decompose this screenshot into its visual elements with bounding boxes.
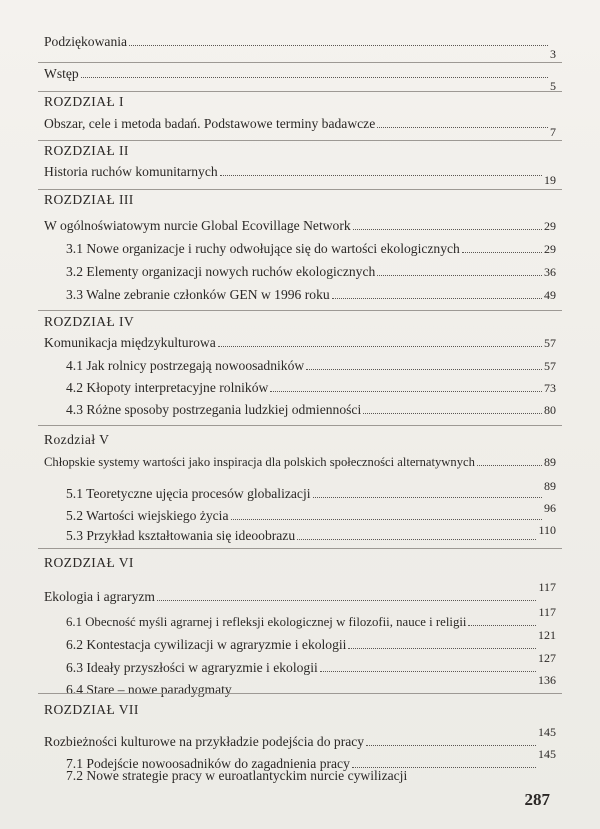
toc-entry [66, 264, 556, 280]
toc-entry-page: 145 [538, 725, 556, 739]
dot-leader [477, 465, 542, 466]
chapter-heading: Rozdział V [44, 432, 110, 447]
chapter-heading: ROZDZIAŁ I [44, 94, 124, 109]
toc-entry-title: Rozbieżności kulturowe na przykładzie podejścia do pracy [44, 734, 365, 749]
toc-entry-page: 36 [544, 265, 556, 279]
toc-entry-page: 57 [544, 359, 556, 373]
toc-entry [44, 34, 556, 61]
toc-entry [66, 380, 556, 396]
dot-leader [313, 497, 542, 498]
toc-entry-title: 7.1 Podejście nowoosadników do zagadnienia pracy [66, 756, 350, 771]
separator [38, 310, 562, 311]
toc-entry-page: 5 [550, 79, 556, 93]
toc-entry-page: 19 [544, 173, 556, 187]
separator [38, 62, 562, 63]
separator [38, 548, 562, 549]
dot-leader [220, 175, 542, 176]
toc-entry-page: 73 [544, 381, 556, 395]
toc-entry [44, 164, 556, 187]
toc-entry-title: Podziękowania [44, 34, 128, 49]
toc-entry [66, 768, 556, 784]
toc-entry [66, 672, 556, 698]
toc-entry-title: 3.1 Nowe organizacje i ruchy odwołujące się do wartości ekologicznych [66, 241, 460, 256]
toc-entry [66, 522, 556, 544]
dot-leader [270, 391, 542, 392]
separator [38, 693, 562, 694]
dot-leader [377, 275, 542, 276]
toc-entry-title: 6.2 Kontestacja cywilizacji w agraryzmie i ekologii [66, 637, 347, 652]
separator [38, 140, 562, 141]
toc-entry [44, 218, 556, 234]
toc-entry-title: Wstęp [44, 66, 79, 81]
toc-entry-page: 80 [544, 403, 556, 417]
toc-entry-title: 6.1 Obecność myśli agrarnej i refleksji ekologicznej w filozofii, nauce i religii [66, 615, 467, 629]
toc-entry-title: Obszar, cele i metoda badań. Podstawowe terminy badawcze [44, 116, 376, 131]
toc-entry [66, 500, 556, 524]
toc-entry [44, 579, 556, 605]
chapter-heading: ROZDZIAŁ IV [44, 314, 135, 329]
dot-leader [306, 369, 542, 370]
separator [38, 91, 562, 92]
toc-entry-page: 110 [538, 523, 556, 537]
toc-entry-page: 96 [544, 501, 556, 515]
dot-leader [377, 127, 548, 128]
toc-entry-title: 5.2 Wartości wiejskiego życia [66, 508, 229, 523]
dot-leader [353, 229, 542, 230]
toc-entry-title: Komunikacja międzykulturowa [44, 335, 216, 350]
toc-entry-title: 5.1 Teoretyczne ujęcia procesów globalizacji [66, 486, 311, 501]
toc-entry-page: 117 [538, 605, 556, 619]
toc-entry-page: 49 [544, 288, 556, 302]
toc-entry-page: 29 [544, 242, 556, 256]
toc-entry-title: 5.3 Przykład kształtowania się ideoobrazu [66, 528, 296, 543]
dot-leader [297, 539, 536, 540]
toc-entry [66, 358, 556, 374]
page-number: 287 [524, 790, 550, 809]
dot-leader [468, 625, 536, 626]
dot-leader [81, 77, 548, 78]
separator [38, 189, 562, 190]
chapter-heading: ROZDZIAŁ III [44, 192, 134, 207]
toc-entry [44, 335, 556, 351]
toc-entry-page: 127 [538, 651, 556, 665]
toc-entry-page: 3 [550, 47, 556, 61]
toc-entry-title: 3.3 Walne zebranie członków GEN w 1996 roku [66, 287, 330, 302]
toc-entry-page: 29 [544, 219, 556, 233]
toc-entry [66, 287, 556, 303]
toc-entry-title: 3.2 Elementy organizacji nowych ruchów ekologicznych [66, 264, 376, 279]
toc-entry-title: Historia ruchów komunitarnych [44, 164, 218, 179]
toc-entry-page: 136 [538, 673, 556, 687]
toc-entry [44, 116, 556, 139]
toc-entry [44, 454, 556, 470]
toc-entry-page: 89 [544, 455, 556, 469]
dot-leader [363, 413, 542, 414]
toc-entry-page: 7 [550, 125, 556, 139]
dot-leader [332, 298, 542, 299]
toc-entry [66, 241, 556, 257]
chapter-heading: ROZDZIAŁ VII [44, 702, 139, 717]
toc-entry-page: 57 [544, 336, 556, 350]
separator [38, 425, 562, 426]
toc-entry-title: 6.4 Stare – nowe paradygmaty [66, 682, 232, 697]
toc-entry-title: 6.3 Ideały przyszłości w agraryzmie i ekologii [66, 660, 318, 675]
toc-entry-page: 89 [544, 479, 556, 493]
toc-entry-title: 4.3 Różne sposoby postrzegania ludzkiej odmienności [66, 402, 362, 417]
toc-entry-title: 4.2 Kłopoty interpretacyjne rolników [66, 380, 269, 395]
toc-entry-page: 121 [538, 628, 556, 642]
toc-entry-title: Chłopskie systemy wartości jako inspiracja dla polskich społeczności alternatywnych [44, 455, 475, 469]
toc-entry [44, 66, 556, 93]
dot-leader [348, 648, 536, 649]
toc-entry-page: 117 [538, 580, 556, 594]
toc-entry-page: 145 [538, 747, 556, 761]
dot-leader [231, 519, 543, 520]
chapter-heading: ROZDZIAŁ II [44, 143, 129, 158]
toc-entry [66, 478, 556, 502]
dot-leader [157, 600, 536, 601]
dot-leader [462, 252, 542, 253]
dot-leader [129, 45, 548, 46]
toc-entry-title: 7.2 Nowe strategie pracy w euroatlantyckim nurcie cywilizacji [66, 768, 408, 783]
toc-entry-title: 4.1 Jak rolnicy postrzegają nowoosadników [66, 358, 305, 373]
toc-entry-title: Ekologia i agraryzm [44, 589, 155, 604]
chapter-heading: ROZDZIAŁ VI [44, 555, 134, 570]
toc-entry [66, 402, 556, 418]
toc-entry-title: W ogólnoświatowym nurcie Global Ecovillage Network [44, 218, 351, 233]
dot-leader [218, 346, 542, 347]
